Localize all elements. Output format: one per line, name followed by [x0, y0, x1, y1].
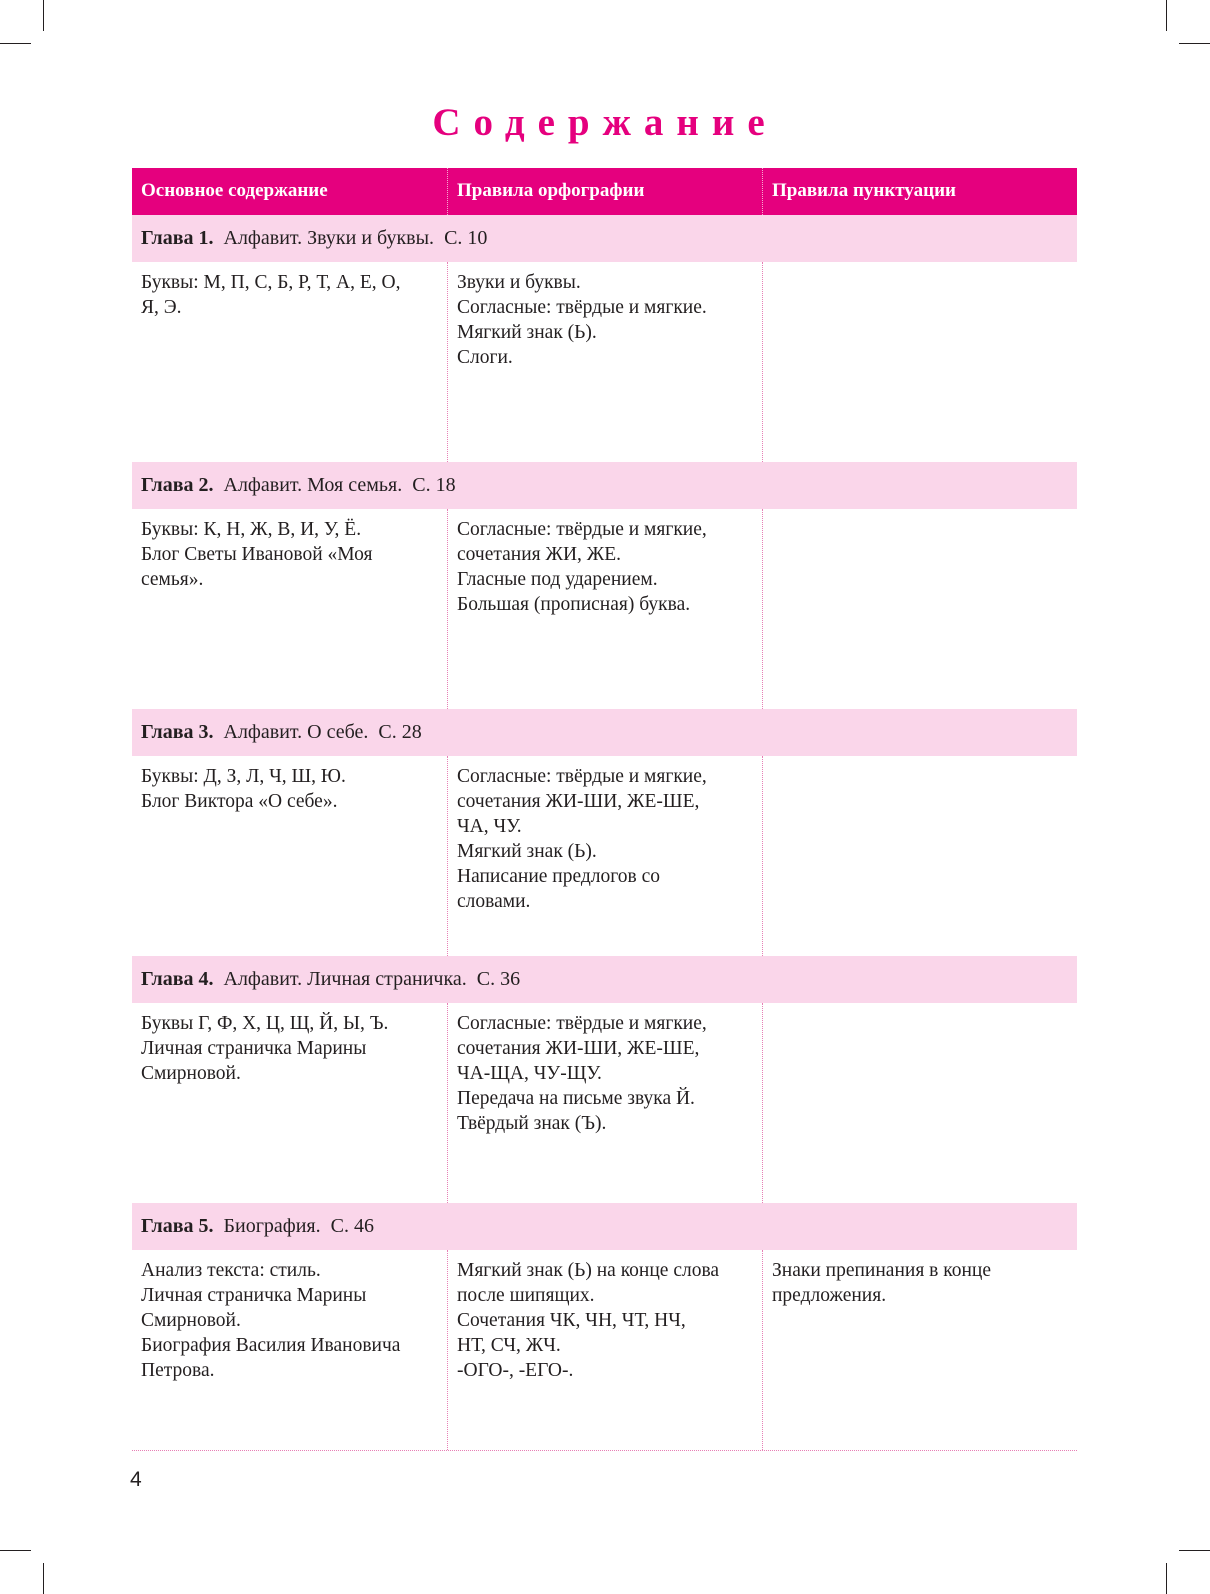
chapter-label: Глава 4.: [141, 968, 214, 990]
crop-mark-top-left-h: [0, 43, 31, 44]
chapter-label: Глава 5.: [141, 1215, 214, 1237]
table-header-row: [132, 168, 1077, 215]
orthography-cell: Согласные: твёрдые и мягкие, сочетания ЖИ-ШИ, ЖЕ-ШЕ, ЧА-ЩА, ЧУ-ЩУ. Передача на письме звука Й. Твёрдый знак (Ъ).: [447, 1003, 762, 1203]
chapter-row-5: [132, 1250, 1077, 1450]
chapter-page: С. 36: [476, 968, 521, 990]
chapter-row-2: [132, 509, 1077, 709]
chapter-page: С. 28: [378, 721, 422, 743]
crop-mark-bottom-left-v: [43, 1563, 44, 1594]
chapter-name: Алфавит. Моя семья.: [223, 474, 403, 496]
main-content-cell: Буквы: К, Н, Ж, В, И, У, Ё. Блог Светы Ивановой «Моя семья».: [141, 519, 373, 590]
main-content-cell: Анализ текста: стиль. Личная страничка Марины Смирновой. Биография Василия Ивановича Петрова.: [141, 1260, 401, 1381]
crop-mark-bottom-right-h: [1179, 1550, 1210, 1551]
chapter-row-3: [132, 756, 1077, 956]
main-content-cell: Буквы: Д, З, Л, Ч, Ш, Ю. Блог Виктора «О себе».: [141, 766, 346, 812]
chapter-page: С. 18: [412, 474, 456, 496]
chapter-name: Алфавит. Звуки и буквы.: [223, 227, 435, 249]
chapter-name: Алфавит. Личная страничка.: [223, 968, 467, 990]
chapter-row-4: [132, 1003, 1077, 1203]
chapter-heading-2: [132, 462, 1077, 509]
punctuation-cell: [762, 509, 1077, 709]
header-punctuation: Правила пунктуации: [762, 168, 1077, 215]
crop-mark-top-right-v: [1166, 0, 1167, 31]
punctuation-cell: [762, 1003, 1077, 1203]
contents-table: [132, 168, 1077, 1451]
punctuation-cell: [762, 756, 1077, 956]
crop-mark-bottom-left-h: [0, 1550, 31, 1551]
crop-mark-bottom-right-v: [1166, 1563, 1167, 1594]
orthography-cell: Мягкий знак (Ь) на конце слова после шипящих. Сочетания ЧК, ЧН, ЧТ, НЧ, НТ, СЧ, ЖЧ. -ОГО-, -ЕГО-.: [447, 1250, 762, 1450]
table-bottom-rule: [132, 1450, 1077, 1451]
main-content-cell: Буквы: М, П, С, Б, Р, Т, А, Е, О, Я, Э.: [141, 272, 401, 318]
chapter-heading-3: [132, 709, 1077, 756]
chapter-page: С. 10: [444, 227, 488, 249]
chapter-label: Глава 3.: [141, 721, 214, 743]
chapter-heading-5: [132, 1203, 1077, 1250]
crop-mark-top-right-h: [1179, 43, 1210, 44]
orthography-cell: Согласные: твёрдые и мягкие, сочетания ЖИ-ШИ, ЖЕ-ШЕ, ЧА, ЧУ. Мягкий знак (Ь). Написание предлогов со словами.: [447, 756, 762, 956]
chapter-heading-1: [132, 215, 1077, 262]
orthography-cell: Звуки и буквы. Согласные: твёрдые и мягкие. Мягкий знак (Ь). Слоги.: [447, 262, 762, 462]
page-number: 4: [130, 1468, 142, 1491]
punctuation-cell: Знаки препинания в конце предложения.: [762, 1250, 1077, 1450]
chapter-name: Алфавит. О себе.: [223, 721, 369, 743]
orthography-cell: Согласные: твёрдые и мягкие, сочетания ЖИ, ЖЕ. Гласные под ударением. Большая (прописная) буква.: [447, 509, 762, 709]
main-content-cell: Буквы Г, Ф, Х, Ц, Щ, Й, Ы, Ъ. Личная страничка Марины Смирновой.: [141, 1013, 389, 1084]
chapter-label: Глава 2.: [141, 474, 214, 496]
page-title: Содержание: [432, 101, 778, 144]
chapter-name: Биография.: [223, 1215, 321, 1237]
chapter-row-1: [132, 262, 1077, 462]
header-orthography: Правила орфографии: [447, 168, 762, 215]
chapter-page: С. 46: [330, 1215, 374, 1237]
chapter-heading-4: [132, 956, 1077, 1003]
crop-mark-top-left-v: [43, 0, 44, 31]
punctuation-cell: [762, 262, 1077, 462]
chapter-label: Глава 1.: [141, 227, 214, 249]
header-main-content: Основное содержание: [141, 180, 328, 201]
